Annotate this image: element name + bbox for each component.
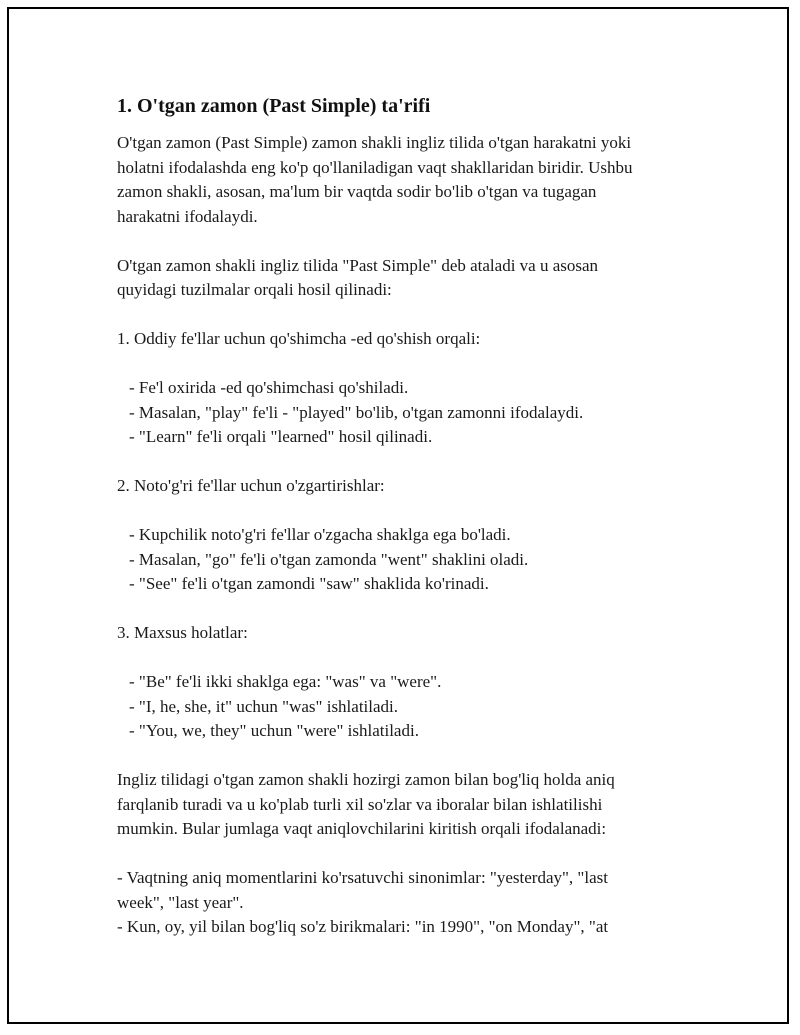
text-line: quyidagi tuzilmalar orqali hosil qilinadi: <box>117 280 392 299</box>
list-item: - "Be" fe'li ikki shaklga ega: "was" va "were". <box>129 672 442 691</box>
text-line: farqlanib turadi va u ko'plab turli xil so'zlar va iboralar bilan ishlatilishi <box>117 794 603 814</box>
document-body <box>117 93 707 940</box>
list-item: - "You, we, they" uchun "were" ishlatiladi. <box>129 721 419 740</box>
text-line: O'tgan zamon (Past Simple) zamon shakli ingliz tilida o'tgan harakatni yoki <box>117 133 632 152</box>
text-line: Ingliz tilidagi o'tgan zamon shakli hozirgi zamon bilan bog'liq holda aniq <box>117 770 615 789</box>
intro-paragraph <box>117 131 707 229</box>
time-markers-list <box>117 866 707 940</box>
structure-paragraph <box>117 254 707 303</box>
list-regular-verbs <box>117 376 707 450</box>
list-item: - Vaqtning aniq momentlarini ko'rsatuvchi sinonimlar: "yesterday", "last <box>117 868 608 887</box>
section-heading-irregular-verbs: 2. Noto'g'ri fe'llar uchun o'zgartirishlar: <box>117 476 385 495</box>
text-line: holatni ifodalashda eng ko'p qo'llaniladigan vaqt shakllaridan biridir. Ushbu <box>117 157 633 177</box>
text-line: O'tgan zamon shakli ingliz tilida "Past Simple" deb ataladi va u asosan <box>117 255 599 275</box>
text-line: zamon shakli, asosan, ma'lum bir vaqtda sodir bo'lib o'tgan va tugagan <box>117 182 597 201</box>
list-item: - "Learn" fe'li orqali "learned" hosil qilinadi. <box>129 427 433 446</box>
list-item: - Masalan, "go" fe'li o'tgan zamonda "went" shaklini oladi. <box>129 549 529 569</box>
list-special-cases <box>117 670 707 744</box>
list-item: week", "last year". <box>117 892 244 912</box>
section-heading-regular-verbs: 1. Oddiy fe'llar uchun qo'shimcha -ed qo'shish orqali: <box>117 329 481 348</box>
list-irregular-verbs <box>117 523 707 597</box>
list-item: - "See" fe'li o'tgan zamondi "saw" shaklida ko'rinadi. <box>129 574 489 593</box>
text-line: harakatni ifodalaydi. <box>117 206 258 226</box>
list-item: - "I, he, she, it" uchun "was" ishlatiladi. <box>129 696 399 716</box>
time-markers-paragraph <box>117 768 707 842</box>
text-line: mumkin. Bular jumlaga vaqt aniqlovchilarini kiritish orqali ifodalanadi: <box>117 819 607 838</box>
list-item: - Kupchilik noto'g'ri fe'llar o'zgacha shaklga ega bo'ladi. <box>129 525 511 544</box>
list-item: - Fe'l oxirida -ed qo'shimchasi qo'shiladi. <box>129 378 409 397</box>
list-item: - Masalan, "play" fe'li - "played" bo'lib, o'tgan zamonni ifodalaydi. <box>129 402 584 422</box>
section-heading-special-cases: 3. Maxsus holatlar: <box>117 623 248 642</box>
list-item: - Kun, oy, yil bilan bog'liq so'z birikmalari: "in 1990", "on Monday", "at <box>117 917 609 936</box>
document-title: 1. O'tgan zamon (Past Simple) ta'rifi <box>117 95 431 117</box>
